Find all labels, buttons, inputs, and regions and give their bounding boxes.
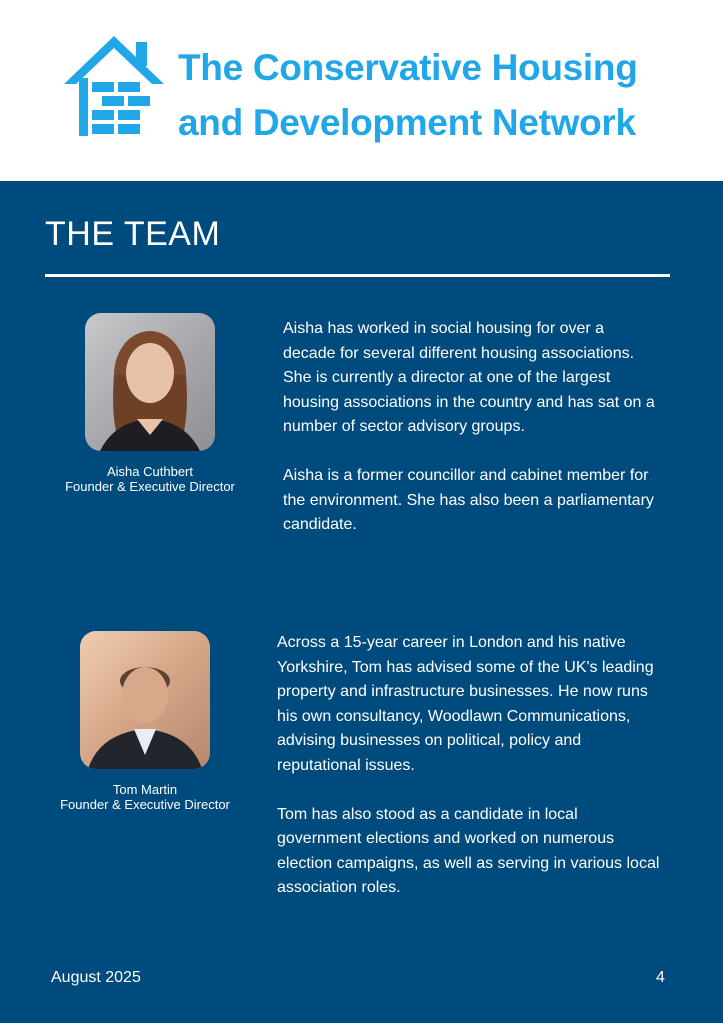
- person-portrait-icon: [80, 631, 210, 769]
- bio-paragraph: Aisha has worked in social housing for over a decade for several different housing associations. She is currently a director at one of the largest housing associations in the country and has sat on a number of sector advisory groups.: [283, 320, 655, 435]
- bio-paragraph: Tom has also stood as a candidate in local government elections and worked on numerous election campaigns, as well as serving in various local association roles.: [277, 805, 660, 896]
- member-bio: [283, 317, 658, 538]
- footer-date: August 2025: [51, 969, 141, 986]
- member-role: Founder & Executive Director: [65, 479, 235, 494]
- page-number: 4: [656, 969, 665, 986]
- page-header: [0, 0, 723, 181]
- divider: [45, 274, 670, 277]
- person-portrait-icon: [85, 313, 215, 451]
- member-photo-aisha: [85, 313, 215, 451]
- member-caption: [40, 464, 260, 494]
- section-title: THE TEAM: [45, 215, 221, 253]
- member-name: Aisha Cuthbert: [107, 464, 193, 479]
- member-name: Tom Martin: [112, 782, 178, 797]
- member-bio: [277, 631, 662, 901]
- member-role: Founder & Executive Director: [60, 797, 230, 812]
- team-panel: [0, 181, 723, 1023]
- title-line-1: The Conservative Housing: [178, 47, 638, 88]
- bio-paragraph: Across a 15-year career in London and his native Yorkshire, Tom has advised some of the UK's leading property and infrastructure businesses. He now runs his own consultancy, Woodlawn Communications, advising businesses on political, policy and reputational issues.: [277, 634, 654, 774]
- member-caption: [35, 782, 255, 812]
- member-photo-tom: [80, 631, 210, 769]
- bio-paragraph: Aisha is a former councillor and cabinet member for the environment. She has also been a parliamentary candidate.: [283, 467, 654, 533]
- title-line-2: and Development Network: [178, 102, 636, 143]
- house-brick-icon: [62, 34, 166, 138]
- organisation-title: [178, 40, 718, 150]
